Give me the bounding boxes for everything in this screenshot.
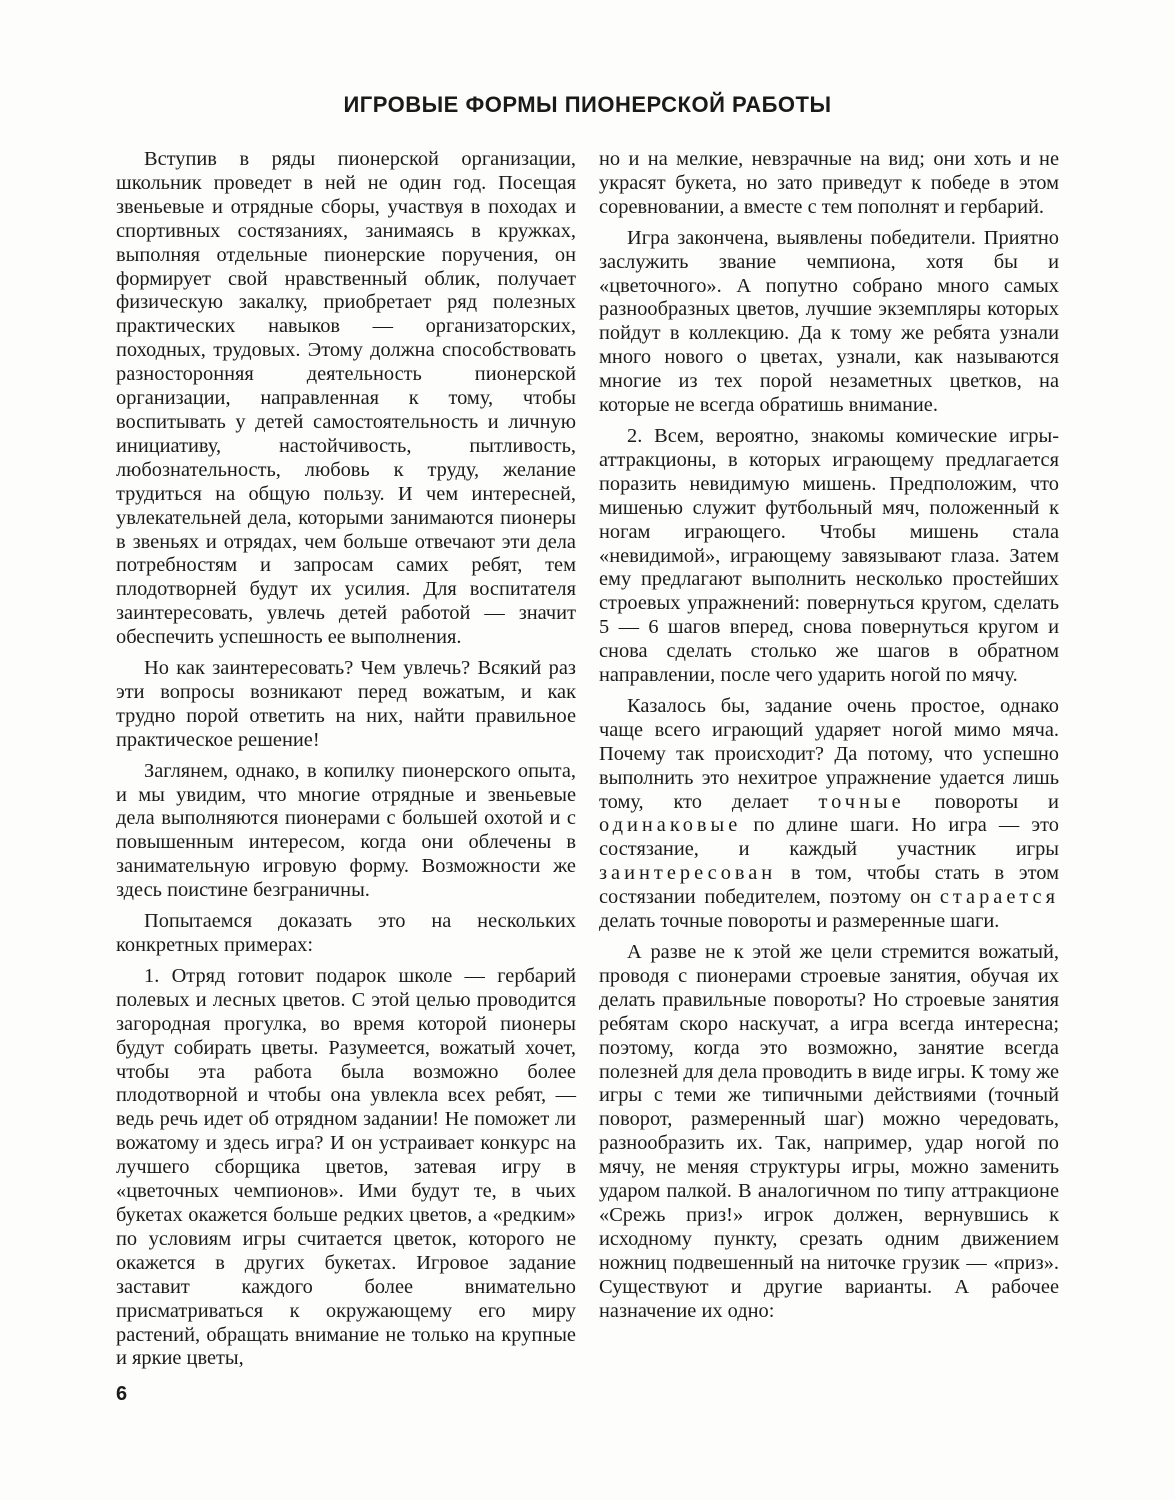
text-run: по длине шаги. Но игра — это состязание, и каждый участник игры	[599, 814, 1059, 861]
left-column	[116, 148, 576, 1378]
paragraph: Игра закончена, выявлены победители. Приятно заслужить звание чемпиона, хотя бы и «цветочного». А попутно собрано много самых разнообразных цветов, лучшие экземпляры которых пойдут в коллекцию. Да к тому же ребята узнали много нового о цветах, узнали, как называются многие из тех порой незаметных цветков, на которые не всегда обратишь внимание.	[599, 226, 1059, 417]
paragraph: 1. Отряд готовит подарок школе — гербарий полевых и лесных цветов. С этой целью проводится загородная прогулка, во время которой пионеры будут собирать цветы. Разумеется, вожатый хочет, чтобы эта работа была возможно более плодотворной и чтобы она увлекла всех ребят, — ведь речь идет об отрядном задании! Не поможет ли вожатому и здесь игра? И он устраивает конкурс на лучшего сборщика цветов, затевая игру в «цветочных чемпионов». Ими будут те, в чьих букетах окажется больше редких цветов, а «редким» по условиям игры считается цветок, которого не окажется в других букетах. Игровое задание заставит каждого более внимательно присматриваться к окружающему его миру растений, обращать внимание не только на крупные и яркие цветы,	[116, 964, 576, 1370]
text-run: Казалось бы, задание очень простое, однако чаще всего играющий ударяет ногой мимо мяча. Почему так происходит? Да потому, что успешно выполнить это нехитрое упражнение удается лишь тому, кто делает	[599, 694, 1059, 813]
text-run: повороты и	[934, 790, 1059, 813]
spaced-emphasis: одинаковые	[599, 814, 742, 837]
right-column	[599, 148, 1059, 1331]
text-run: в том, чтобы стать в этом состязании победителем, поэтому он	[599, 862, 1059, 909]
paragraph: Но как заинтересовать? Чем увлечь? Всякий раз эти вопросы возникают перед вожатым, и как трудно порой ответить на них, найти правильное практическое решение!	[116, 657, 576, 751]
paragraph: 2. Всем, вероятно, знакомы комические игры-аттракционы, в которых играющему предлагается поразить невидимую мишень. Предположим, что мишенью служит футбольный мяч, положенный к ногам играющего. Чтобы мишень стала «невидимой», играющему завязывают глаза. Затем ему предлагают выполнить несколько простейших строевых упражнений: повернуться кругом, сделать 5 — 6 шагов вперед, снова повернуться кругом и снова сделать столько же шагов в обратном направлении, после чего ударить ногой по мячу.	[599, 424, 1059, 687]
page-number: 6	[116, 1383, 128, 1405]
spaced-emphasis: старается	[939, 886, 1059, 909]
text-run: делать точные повороты и размеренные шаги.	[599, 910, 1000, 933]
paragraph-continued: но и на мелкие, невзрачные на вид; они хоть и не украсят букета, но зато приведут к победе в этом соревновании, а вместе с тем пополнят и гербарий.	[599, 148, 1059, 218]
article-title: ИГРОВЫЕ ФОРМЫ ПИОНЕРСКОЙ РАБОТЫ	[343, 92, 832, 117]
paragraph: Попытаемся доказать это на нескольких конкретных примерах:	[116, 910, 576, 956]
paragraph: Заглянем, однако, в копилку пионерского опыта, и мы увидим, что многие отрядные и звеньевые дела выполняются пионерами с большей охотой и с повышенным интересом, когда они облечены в занимательную игровую форму. Возможности же здесь поистине безграничны.	[116, 759, 576, 902]
spaced-emphasis: точные	[818, 790, 905, 813]
spaced-emphasis: заинтересован	[599, 862, 777, 885]
paragraph	[599, 695, 1059, 934]
paragraph: Вступив в ряды пионерской организации, школьник проведет в ней не один год. Посещая звеньевые и отрядные сборы, участвуя в походах и спортивных состязаниях, занимаясь в кружках, выполняя отдельные пионерские поручения, он формирует свой нравственный облик, получает физическую закалку, приобретает ряд полезных практических навыков — организаторских, походных, трудовых. Этому должна способствовать разносторонняя деятельность пионерской организации, направленная к тому, чтобы воспитывать у детей самостоятельность и личную инициативу, настойчивость, пытливость, любознательность, любовь к труду, желание трудиться на общую пользу. И чем интересней, увлекательней дела, которыми занимаются пионеры в звеньях и отрядах, чем больше отвечают эти дела потребностям и запросам самих ребят, тем плодотворней будут их усилия. Для воспитателя заинтересовать, увлечь детей работой — значит обеспечить успешность ее выполнения.	[116, 148, 576, 649]
paragraph: А разве не к этой же цели стремится вожатый, проводя с пионерами строевые занятия, обучая их делать правильные повороты? Но строевые занятия ребятам скоро наскучат, а игра всегда интересна; поэтому, когда это возможно, занятие всегда полезней для дела проводить в виде игры. К тому же игры с теми же типичными действиями (точный поворот, размеренный шаг) можно чередовать, разнообразить их. Так, например, удар ногой по мячу, не меняя структуры игры, можно заменить ударом палкой. В аналогичном по типу аттракционе «Срежь приз!» игрок должен, вернувшись к исходному пункту, срезать одним движением ножниц подвешенный на ниточке грузик — «приз». Существуют и другие варианты. А рабочее назначение их одно:	[599, 941, 1059, 1322]
